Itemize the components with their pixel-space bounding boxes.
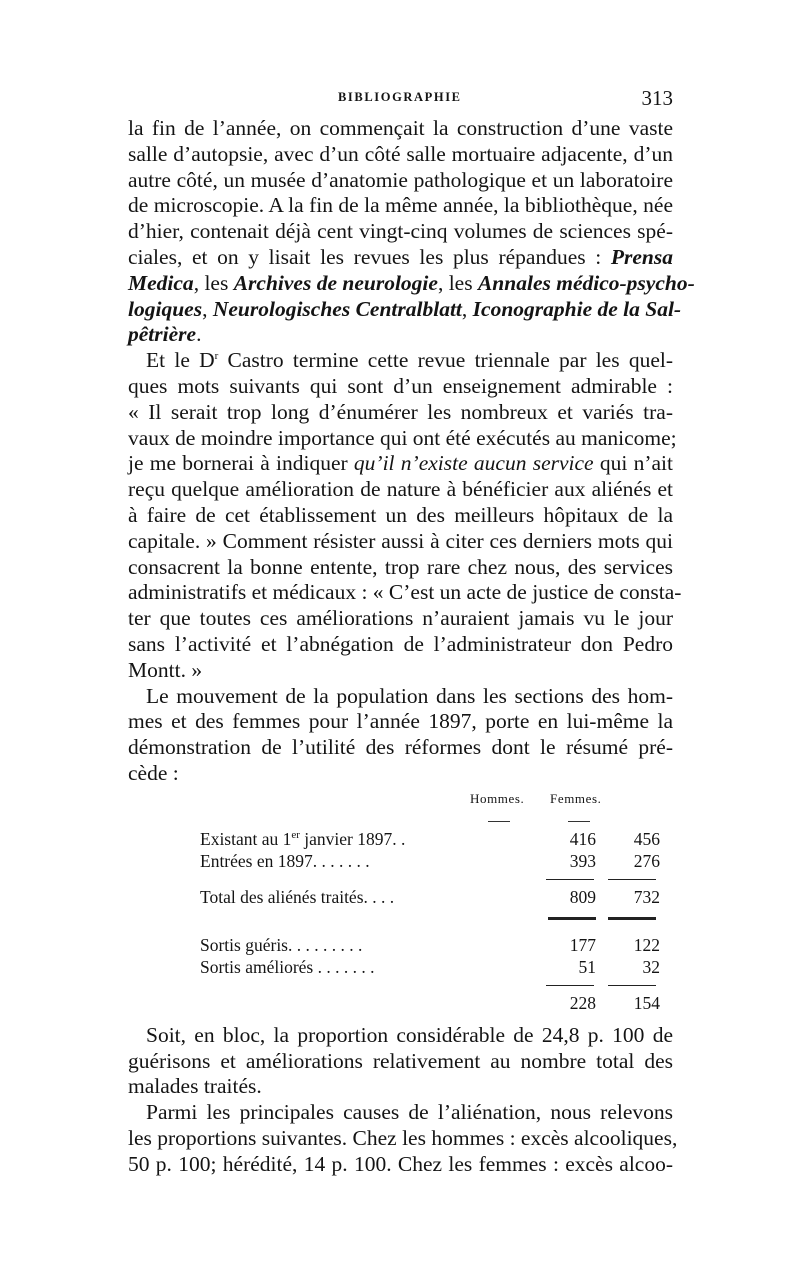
text-line: cède :: [128, 760, 179, 785]
text-line: démonstration de l’utilité des réformes dont le résumé pré-: [128, 735, 673, 760]
table-row-total: [200, 886, 660, 911]
journal-title-prensa: Prensa: [610, 244, 674, 269]
text-line: Parmi les principales causes de l’aliénation, nous relevons: [146, 1100, 673, 1125]
line-text: je me bornerai à indiquer: [128, 451, 354, 476]
text-line: reçu quelque amélioration de nature à bénéficier aux aliénés et: [128, 477, 673, 502]
text-line: administratifs et médicaux : « C’est un acte de justice de consta-: [128, 580, 682, 605]
journal-title-neurologisches: Neurologisches Centralblatt: [212, 296, 462, 321]
line-text: Castro termine cette revue triennale par les quel-: [218, 348, 673, 373]
statistics-table: [128, 791, 673, 1023]
superscript: er: [291, 828, 300, 841]
header-dash: [488, 821, 510, 823]
sum-rule: [546, 879, 594, 881]
total-rule: [608, 917, 656, 920]
text-line: à faire de cet établissement un des meilleurs hôpitaux de la: [128, 502, 673, 527]
sum-rule: [608, 879, 656, 881]
journal-title-logiques: logiques: [128, 296, 203, 321]
table-row: [200, 934, 660, 959]
text-line: malades traités.: [128, 1074, 262, 1099]
table-row: [200, 956, 660, 981]
body-text: [128, 116, 695, 787]
text-line: [128, 348, 673, 374]
journal-title-salpetriere: pêtrière: [128, 322, 197, 347]
table-row-totals: [200, 992, 660, 1017]
superscript: r: [214, 350, 219, 363]
header-dash: [568, 821, 590, 823]
sum-rule: [608, 985, 656, 987]
column-header-hommes: Hommes.: [470, 790, 525, 806]
text-line: Soit, en bloc, la proportion considérable de 24,8 p. 100 de: [146, 1022, 673, 1047]
separator: ,: [461, 296, 473, 321]
running-title: BIBLIOGRAPHIE: [338, 90, 462, 104]
journal-title-medica: Medica: [128, 270, 194, 295]
text-line: sans l’activité et l’abnégation de l’administrateur don Pedro: [128, 631, 673, 656]
period: .: [196, 322, 202, 347]
body-text: [128, 1022, 678, 1178]
journal-title-iconographie: Iconographie de la Sal-: [472, 296, 682, 321]
value-hommes: 51: [578, 956, 596, 977]
value-hommes: 393: [569, 850, 596, 871]
row-label: Entrées en 1897. . . . . . .: [200, 850, 370, 871]
value-femmes: 456: [633, 828, 660, 849]
table-row: [200, 850, 660, 875]
value-femmes: 276: [633, 850, 660, 871]
text-line: Montt. »: [128, 657, 203, 682]
text-line: salle d’autopsie, avec d’un côté salle mortuaire adjacente, d’un: [128, 141, 673, 166]
text-line: autre côté, un musée d’anatomie pathologique et un laboratoire: [128, 167, 673, 192]
journal-title-archives: Archives de neurologie: [233, 270, 438, 295]
page-number: 313: [641, 86, 673, 110]
row-label: Sortis guéris. . . . . . . . .: [200, 934, 363, 955]
row-label-text: Existant au 1: [200, 828, 292, 849]
text-line: mes et des femmes pour l’année 1897, porte en lui-même la: [128, 709, 673, 734]
text-line: ter que toutes ces améliorations n’auraient jamais vu le jour: [128, 606, 673, 631]
total-femmes: 154: [633, 992, 660, 1013]
row-label: Sortis améliorés . . . . . . .: [200, 956, 375, 977]
text-line: guérisons et améliorations relativement au nombre total des: [128, 1048, 673, 1073]
text-line: les proportions suivantes. Chez les hommes : excès alcooliques,: [128, 1125, 678, 1150]
journal-title-annales: Annales médico-psycho-: [477, 270, 695, 295]
separator: , les: [437, 270, 478, 295]
text-line: « Il serait trop long d’énumérer les nombreux et variés tra-: [128, 399, 673, 424]
text-line: d’hier, contenait déjà cent vingt-cinq volumes de sciences spé-: [128, 219, 673, 244]
total-rule: [548, 917, 596, 920]
line-text: qui n’ait: [593, 451, 673, 476]
book-page: [128, 86, 695, 1178]
line-text: Et le D: [146, 348, 215, 373]
text-line: la fin de l’année, on commençait la construction d’une vaste: [128, 116, 673, 140]
text-line: [128, 245, 673, 271]
text-line: Le mouvement de la population dans les sections des hom-: [146, 683, 673, 708]
text-line: consacrent la bonne entente, trop rare chez nous, des services: [128, 554, 673, 579]
table-row: [200, 828, 660, 853]
value-femmes: 32: [642, 956, 660, 977]
value-femmes: 122: [633, 934, 660, 955]
separator: , les: [193, 270, 234, 295]
text-line: 50 p. 100; hérédité, 14 p. 100. Chez les femmes : excès alcoo-: [128, 1151, 673, 1176]
running-head: [128, 86, 673, 116]
text-line: [128, 322, 673, 348]
separator: ,: [202, 296, 213, 321]
text-line: capitale. » Comment résister aussi à citer ces derniers mots qui: [128, 528, 673, 553]
text-line: [128, 270, 695, 297]
row-label: [200, 829, 405, 850]
text-line: ques mots suivants qui sont d’un enseignement admirable :: [128, 373, 673, 398]
text-line: de microscopie. A la fin de la même année, la bibliothèque, née: [128, 193, 673, 218]
value-hommes: 177: [569, 934, 596, 955]
text-line: vaux de moindre importance qui ont été exécutés au manicome;: [128, 425, 677, 450]
text-line: [128, 296, 682, 323]
total-hommes: 228: [569, 992, 596, 1013]
emphasized-text: qu’il n’existe aucun service: [353, 451, 594, 476]
line-text: ciales, et on y lisait les revues les plus répandues :: [128, 244, 602, 269]
value-hommes: 416: [569, 828, 596, 849]
value-hommes: 809: [569, 886, 596, 907]
column-header-femmes: Femmes.: [550, 790, 602, 806]
sum-rule: [546, 985, 594, 987]
text-line: [128, 451, 673, 477]
value-femmes: 732: [633, 886, 660, 907]
row-label-text: janvier 1897. .: [299, 828, 406, 849]
row-label: Total des aliénés traités. . . .: [200, 886, 395, 907]
